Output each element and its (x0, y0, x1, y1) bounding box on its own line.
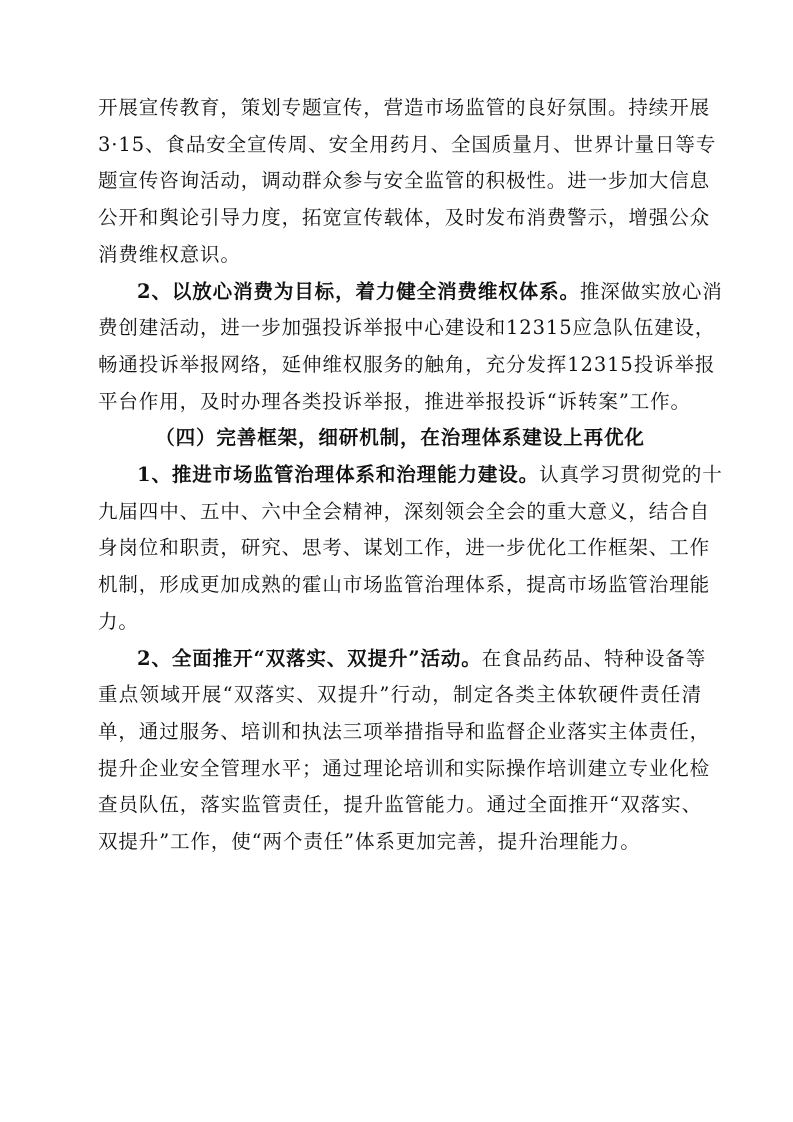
text-line: 开展宣传教育，策划专题宣传，营造市场监管的良好氛围。持续开展 (98, 96, 711, 119)
text-run: 认真学习贯彻党的十 (539, 463, 723, 487)
text-line (98, 457, 723, 494)
text-line: 提升企业安全管理水平；通过理论培训和实际操作培训建立专业化检 (98, 756, 711, 780)
text-line: 力。 (98, 609, 139, 633)
paragraph-publicity (98, 90, 717, 274)
section-lead-bold: 2、以放心消费为目标，着力健全消费维权体系。 (137, 279, 580, 303)
text-line: 查员队伍，落实监管责任，提升监管能力。通过全面推开“双落实、 (98, 793, 702, 817)
text-line: 3·15、食品安全宣传周、安全用药月、全国质量月、世界计量日等专 (98, 132, 717, 156)
text-line: 题宣传咨询活动，调动群众参与安全监管的积极性。进一步加大信息 (98, 169, 711, 193)
paragraph-consumer-rights (98, 274, 723, 421)
text-line: 平台作用，及时办理各类投诉举报，推进举报投诉“诉转案”工作。 (98, 389, 691, 413)
text-line: 身岗位和职责，研究、思考、谋划工作，进一步优化工作框架、工作 (98, 536, 711, 560)
text-line: 畅通投诉举报网络，延伸维权服务的触角，充分发挥12315投诉举报 (98, 352, 716, 376)
text-run: 在食品药品、特种设备等 (481, 646, 707, 670)
text-line: 消费维权意识。 (98, 242, 241, 266)
section-lead-bold: 2、全面推开“双落实、双提升”活动。 (137, 646, 482, 670)
text-line: 机制，形成更加成熟的霍山市场监管治理体系，提高市场监管治理能 (98, 573, 711, 597)
text-run: 推深做实放心消 (579, 279, 723, 303)
text-line: 公开和舆论引导力度，拓宽宣传载体，及时发布消费警示，增强公众 (98, 206, 711, 230)
paragraph-governance (98, 457, 723, 641)
text-line (98, 274, 723, 311)
text-line: 单，通过服务、培训和执法三项举措指导和监督企业落实主体责任， (98, 719, 711, 743)
document-page (98, 90, 723, 861)
section-lead-bold: 1、推进市场监管治理体系和治理能力建设。 (137, 463, 540, 487)
paragraph-double-implementation (98, 641, 711, 861)
section-heading (98, 420, 702, 457)
text-line (98, 641, 707, 678)
text-line: 双提升”工作，使“两个责任”体系更加完善，提升治理能力。 (98, 830, 641, 854)
text-line: 费创建活动，进一步加强投诉举报中心建设和12315应急队伍建设， (98, 316, 716, 340)
text-line: 九届四中、五中、六中全会精神，深刻领会全会的重大意义，结合自 (98, 499, 711, 523)
section-heading-text: （四）完善框架，细研机制，在治理体系建设上再优化 (155, 426, 645, 450)
text-line: 重点领域开展“双落实、双提升”行动，制定各类主体软硬件责任清 (98, 683, 702, 707)
